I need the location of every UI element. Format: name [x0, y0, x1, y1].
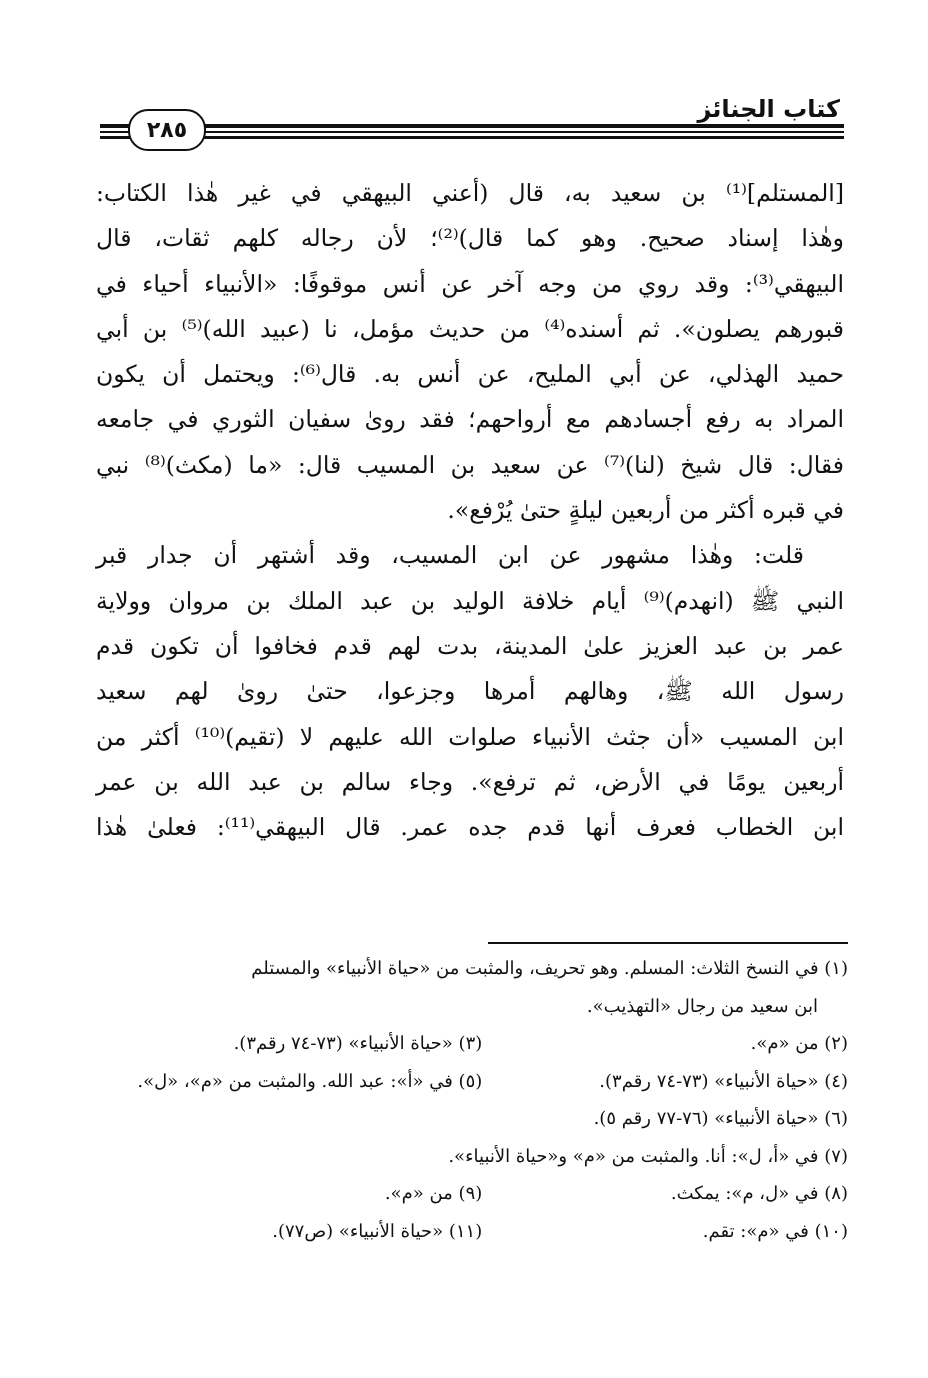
footnote-row [100, 1063, 848, 1101]
footnote: (٣) «حياة الأنبياء» (٧٣-٧٤ رقم٣). [233, 1033, 483, 1054]
footnote: (٦) «حياة الأنبياء» (٧٦-٧٧ رقم ٥). [593, 1108, 848, 1129]
text-line: البيهقي⁽³⁾: وقد روي من وجه آخر عن أنس موقوفًا: «الأنبياء أحياء في [96, 269, 844, 298]
text-line: المراد به رفع أجسادهم مع أرواحهم؛ فقد روىٰ سفيان الثوري في جامعه [96, 405, 844, 434]
footnote: (٢) من «م». [750, 1033, 848, 1054]
text-line: رسول الله ﷺ، وهالهم أمرها وجزعوا، حتىٰ روىٰ لهم سعيد [96, 677, 844, 706]
text-line: حميد الهذلي، عن أبي المليح، عن أنس به. قال⁽⁶⁾: ويحتمل أن يكون [96, 360, 844, 389]
footnote: (٧) في «أ، ل»: أنا. والمثبت من «م» و«حياة الأنبياء». [448, 1145, 848, 1167]
text-line: وهٰذا إسناد صحيح. وهو كما قال)⁽²⁾؛ لأن رجاله كلهم ثقات، قال [96, 224, 845, 253]
footnote: (١١) «حياة الأنبياء» (ص٧٧). [272, 1220, 483, 1242]
text-line: النبي ﷺ (انهدم)⁽⁹⁾ أيام خلافة الوليد بن عبد الملك بن مروان وولاية [96, 586, 844, 615]
main-text [96, 171, 844, 850]
footnote-separator [488, 942, 848, 944]
footnote: (٩) من «م». [384, 1183, 483, 1204]
footnotes [100, 950, 848, 1250]
header-rule [100, 124, 844, 128]
footnote: ابن سعيد من رجال «التهذيب». [586, 995, 818, 1017]
footnote-row [100, 1213, 848, 1251]
chapter-title: كتاب الجنائز [697, 95, 840, 123]
text-line: في قبره أكثر من أربعين ليلةٍ حتىٰ يُرْفع». [447, 496, 844, 525]
footnote: (٥) في «أ»: عبد الله. والمثبت من «م»، «ل». [137, 1070, 483, 1092]
footnote: (٨) في «ل، م»: يمكث. [670, 1183, 848, 1204]
text-line: ابن المسيب «أن جثث الأنبياء صلوات الله عليهم لا (تقيم)⁽¹⁰⁾ أكثر من [96, 722, 844, 751]
text-line: قلت: وهٰذا مشهور عن ابن المسيب، وقد أشتهر أن جدار قبر [96, 541, 804, 570]
footnote-row [100, 1025, 848, 1063]
footnote: (٤) «حياة الأنبياء» (٧٣-٧٤ رقم٣). [599, 1070, 848, 1092]
text-line: ابن الخطاب فعرف أنها قدم جده عمر. قال البيهقي⁽¹¹⁾: فعلىٰ هٰذا [96, 813, 845, 842]
header-rule [100, 136, 844, 139]
footnote: (١) في النسخ الثلاث: المسلم. وهو تحريف، والمثبت من «حياة الأنبياء» والمستلم [251, 958, 848, 979]
text-line: أربعين يومًا في الأرض، ثم ترفع». وجاء سالم بن عبد الله بن عمر [96, 767, 844, 796]
footnote: (١٠) في «م»: تقم. [702, 1220, 848, 1242]
footnote-row [100, 1175, 848, 1213]
text-line: [المستلم]⁽¹⁾ بن سعيد به، قال (أعني البيهقي في غير هٰذا الكتاب: [96, 179, 844, 207]
text-line: عمر بن عبد العزيز علىٰ المدينة، بدت لهم قدم فخافوا أن تكون قدم [96, 631, 844, 660]
header-rule [100, 131, 844, 133]
page-number: ٢٨٥ [128, 109, 206, 151]
text-line: فقال: قال شيخ (لنا)⁽⁷⁾ عن سعيد بن المسيب قال: «ما (مكث)⁽⁸⁾ نبي [96, 450, 845, 479]
text-line: قبورهم يصلون». ثم أسنده⁽⁴⁾ من حديث مؤمل، نا (عبيد الله)⁽⁵⁾ بن أبي [96, 314, 844, 343]
